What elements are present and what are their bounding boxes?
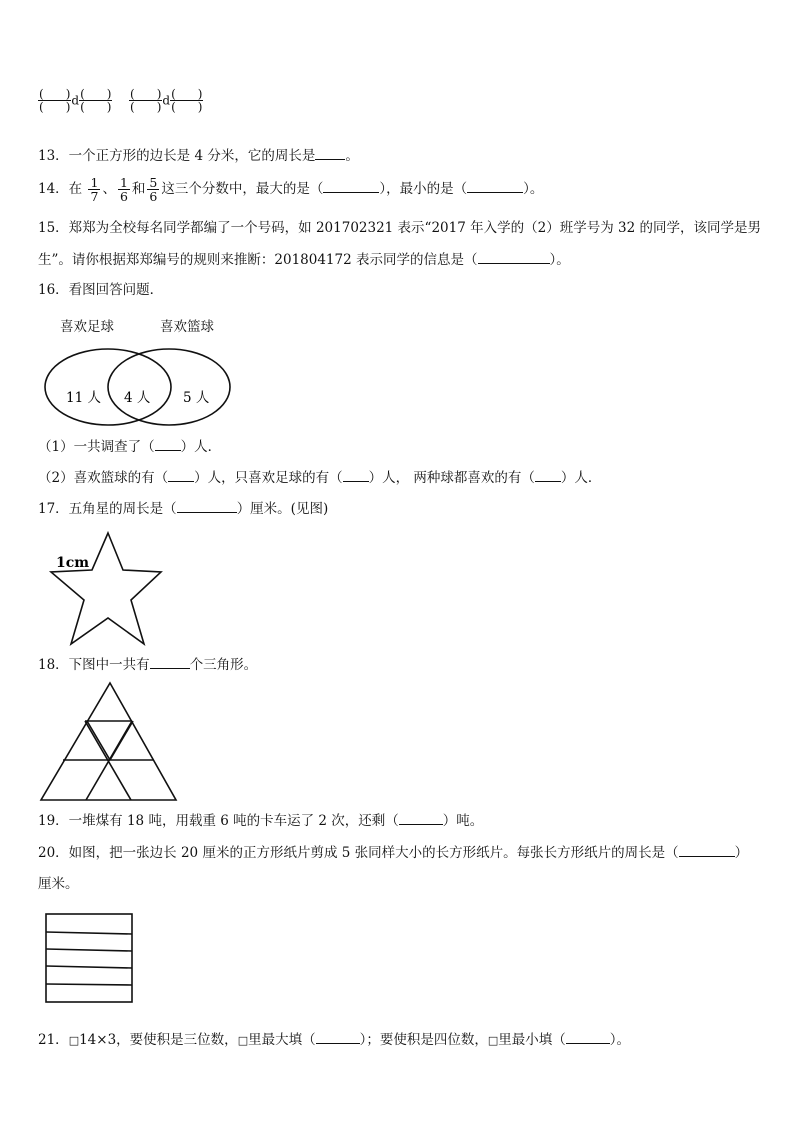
q18-answer-blank[interactable] <box>150 654 190 669</box>
q21-max-blank[interactable] <box>316 1029 360 1044</box>
venn-diagram <box>38 340 238 430</box>
q13-answer-blank[interactable] <box>315 145 345 160</box>
venn-basketball-ellipse <box>108 349 230 425</box>
strip-divider <box>46 984 132 985</box>
label-football: 喜欢足球 <box>60 319 114 335</box>
rectangle-strips-figure <box>44 912 136 1006</box>
empty-box-symbol: □ <box>68 1034 80 1047</box>
fraction-frame: ( ) ( ) <box>39 87 71 114</box>
q14-min-blank[interactable] <box>467 178 523 193</box>
venn-right-count: 5 人 <box>183 390 210 406</box>
empty-box-symbol: □ <box>487 1034 499 1047</box>
empty-box-symbol: □ <box>237 1034 249 1047</box>
question-15-line2: 生”。请你根据郑郑编号的规则来推断：201804172 表示同学的信息是（ ）。 <box>38 249 570 270</box>
strip-divider <box>46 949 132 951</box>
q21-min-blank[interactable] <box>566 1029 610 1044</box>
star-figure <box>44 530 169 648</box>
q17-answer-blank[interactable] <box>177 498 237 513</box>
question-20-line1: 20．如图，把一张边长 20 厘米的正方形纸片剪成 5 张同样大小的长方形纸片。每张长方形纸片的周长是（ ） <box>38 842 748 863</box>
q16-total-blank[interactable] <box>155 436 181 451</box>
square-outline <box>46 914 132 1002</box>
q16-both-blank[interactable] <box>535 467 561 482</box>
strip-divider <box>46 966 132 968</box>
question-21: 21．□14×3，要使积是三位数，□里最大填（ ）；要使积是四位数，□里最小填（ ）。 <box>38 1029 630 1051</box>
fraction-one-seventh: $\frac{1}{7}$ <box>90 175 99 204</box>
fraction-five-sixths: $\frac{5}{6}$ <box>149 175 158 204</box>
fraction-frame: ( ) ( ) <box>130 87 162 114</box>
five-point-star <box>51 533 161 644</box>
star-side-label: 1cm <box>56 555 90 571</box>
question-14: 14．在 $\frac{1}{7}$ 、 $\frac{1}{6}$ 和 $\frac{5}{6}$ 这三个分数中，最大的是（ ），最小的是（ ）。 <box>38 175 544 204</box>
q15-answer-blank[interactable] <box>478 249 550 264</box>
question-18: 18．下图中一共有 个三角形。 <box>38 654 257 675</box>
triangle-inner-line <box>110 721 133 760</box>
question-16-sub2: （2）喜欢篮球的有（ ）人，只喜欢足球的有（ ）人， 两种球都喜欢的有（ ）人． <box>38 467 601 488</box>
label-basketball: 喜欢篮球 <box>160 319 214 335</box>
question-16-sub1: （1）一共调查了（ ）人． <box>38 436 221 457</box>
venn-left-count: 11 人 <box>66 390 101 406</box>
fraction-frame: ( ) ( ) <box>171 87 203 114</box>
strip-divider <box>46 932 132 934</box>
q16-basketball-blank[interactable] <box>168 467 194 482</box>
fraction-one-sixth: $\frac{1}{6}$ <box>119 175 128 204</box>
question-17: 17．五角星的周长是（ ）厘米。(见图) <box>38 498 328 519</box>
top-fraction-row <box>38 88 203 113</box>
question-20-line2: 厘米。 <box>38 876 79 892</box>
outer-triangle <box>41 683 176 800</box>
q13-text: 13．一个正方形的边长是 4 分米，它的周长是 <box>38 148 316 164</box>
question-13: 13．一个正方形的边长是 4 分米，它的周长是 。 <box>38 145 359 166</box>
fraction-sep: d <box>162 93 171 108</box>
q20-answer-blank[interactable] <box>679 842 735 857</box>
fraction-sep: d <box>71 93 80 108</box>
venn-overlap-count: 4 人 <box>124 390 151 406</box>
q14-max-blank[interactable] <box>323 178 379 193</box>
q16-football-only-blank[interactable] <box>343 467 369 482</box>
question-16-title: 16．看图回答问题． <box>38 282 164 298</box>
question-19: 19．一堆煤有 18 吨，用载重 6 吨的卡车运了 2 次，还剩（ ）吨。 <box>38 810 483 831</box>
triangle-inner-line <box>87 721 110 760</box>
question-15-line1: 15．郑郑为全校每名同学都编了一个号码，如 201702321 表示“2017 年入学的（2）班学号为 32 的同学，该同学是男 <box>38 220 761 236</box>
fraction-frame: ( ) ( ) <box>80 87 112 114</box>
triangle-figure <box>38 680 183 805</box>
q19-answer-blank[interactable] <box>399 810 443 825</box>
